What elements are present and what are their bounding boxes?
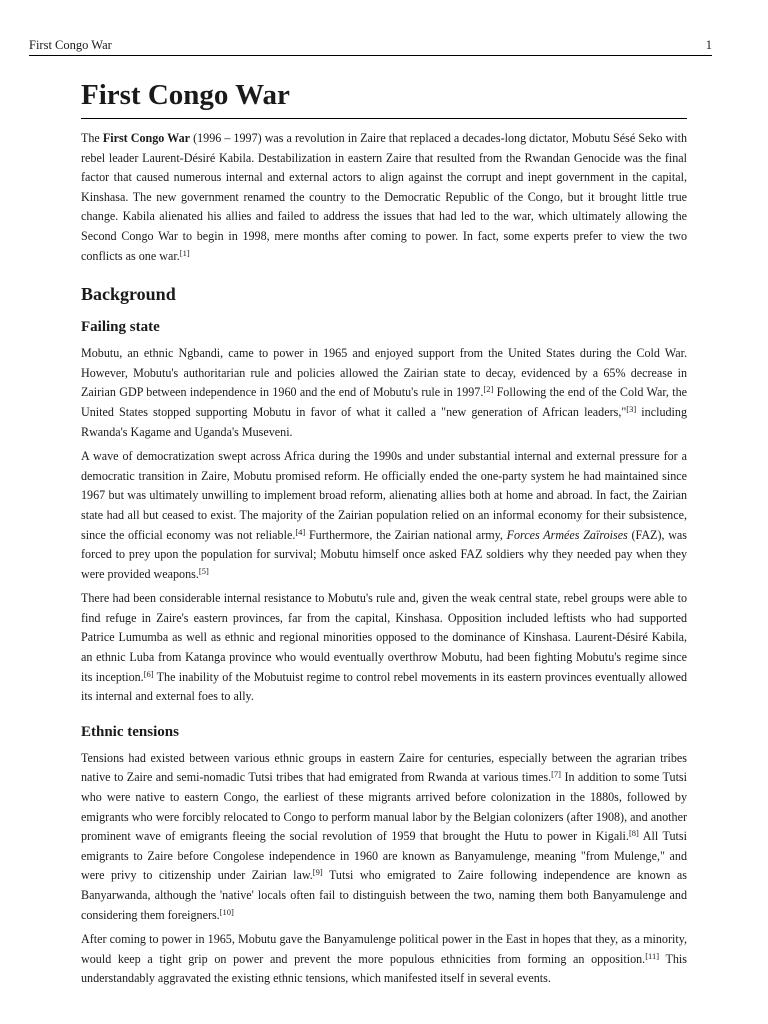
citation-link[interactable]: [4]	[295, 526, 306, 537]
intro-paragraph: The First Congo War (1996 – 1997) was a revolution in Zaire that replaced a decades-long dictator, Mobutu Sésé Seko with rebel leader Laurent-Désiré Kabila. Destabilization in eastern Zaire that resulted from the Rwandan Genocide was the final factor that caused numerous internal and external actors to align against the corrupt and inept government in the capital, Kinshasa. The new government renamed the country to the Democratic Republic of the Congo, but it brought little true change. Kabila alienated his allies and failed to address the issues that had led to the war, which ultimately allowing the Second Congo War to begin in 1998, mere months after coming to power. In fact, some experts prefer to view the two conflicts as one war.[1]	[81, 131, 687, 263]
page-number: 1	[705, 38, 712, 52]
paragraph: Mobutu, an ethnic Ngbandi, came to power in 1965 and enjoyed support from the United States during the Cold War. However, Mobutu's authoritarian rule and policies allowed the Zairian state to decay, evidenced by a 65% decrease in Zairian GDP between independence in 1960 and the end of Mobutu's rule in 1997.[2] Following the end of the Cold War, the United States stopped supporting Mobutu in favor of what it called a "new generation of African leaders,"[3] including Rwanda's Kagame and Uganda's Museveni.	[81, 346, 687, 439]
italic-term: Forces Armées Zaïroises	[506, 527, 628, 542]
paragraph: Tensions had existed between various ethnic groups in eastern Zaire for centuries, especially between the agrarian tribes native to Zaire and semi-nomadic Tutsi tribes that had emigrated from Rwanda at various times.[7] In addition to some Tutsi who were native to eastern Congo, the earliest of these migrants arrived before colonization in the 1880s, followed by emigrants who were forcibly relocated to Congo to perform manual labor by the Belgian colonizers (after 1908), and another prominent wave of emigrants fleeing the social revolution of 1959 that brought the Hutu to power in Kigali.[8] All Tutsi emigrants to Zaire before Congolese independence in 1960 are known as Banyamulenge, meaning "from Mulenge," and were privy to citizenship under Zairian law.[9] Tutsi who emigrated to Zaire following independence are known as Banyarwanda, although the 'native' locals often fail to distinguish between the two, naming them both Banyamulenge and considering them foreigners.[10]	[81, 750, 687, 922]
running-head-title: First Congo War	[29, 38, 112, 52]
citation-link[interactable]: [10]	[219, 906, 234, 917]
citation-link[interactable]: [3]	[626, 403, 637, 414]
article-body	[81, 78, 687, 989]
citation-link[interactable]: [2]	[483, 384, 494, 395]
paragraph: After coming to power in 1965, Mobutu gave the Banyamulenge political power in the East in hopes that they, as a minority, would keep a tight grip on power and prevent the more populous ethnicities from forming an opposition.[11] This understandably aggravated the existing ethnic tensions, which manifested itself in several events.	[81, 932, 687, 986]
citation-link[interactable]: [1]	[179, 247, 190, 258]
running-head	[29, 37, 712, 56]
paragraph: A wave of democratization swept across Africa during the 1990s and under substantial internal and external pressure for a democratic transition in Zaire, Mobutu promised reform. He officially ended the one-party system he had maintained since 1967 but was ultimately unwilling to implement broad reform, alienating allies both at home and abroad. In fact, the Zairian state had all but ceased to exist. The majority of the Zairian population relied on an informal economy for their subsistence, since the official economy was not reliable.[4] Furthermore, the Zairian national army, Forces Armées Zaïroises (FAZ), was forced to prey upon the population for survival; Mobutu himself once asked FAZ soldiers why they needed pay when they were provided weapons.[5]	[81, 449, 687, 581]
citation-link[interactable]: [9]	[312, 867, 323, 878]
section-heading-background: Background	[81, 284, 176, 305]
article-subject-bold: First Congo War	[102, 131, 191, 145]
citation-link[interactable]: [7]	[551, 769, 562, 780]
paragraph: There had been considerable internal resistance to Mobutu's rule and, given the weak central state, rebel groups were able to find refuge in Zaire's eastern provinces, far from the capital, Kinshasa. Opposition included leftists who had supported Patrice Lumumba as well as ethnic and regional minorities opposed to the dominance of Kinshasa. Laurent-Désiré Kabila, an ethnic Luba from Katanga province who would eventually overthrow Mobutu, had been fighting Mobutu's regime since its inception.[6] The inability of the Mobutuist regime to control rebel movements in its eastern provinces eventually allowed its internal and external foes to ally.	[81, 591, 687, 704]
citation-link[interactable]: [11]	[645, 950, 660, 961]
citation-link[interactable]: [6]	[143, 668, 154, 679]
subsection-heading-failing-state: Failing state	[81, 319, 160, 336]
citation-link[interactable]: [8]	[628, 828, 639, 839]
citation-link[interactable]: [5]	[198, 565, 209, 576]
subsection-heading-ethnic-tensions: Ethnic tensions	[81, 723, 179, 740]
page-title: First Congo War	[81, 78, 687, 119]
